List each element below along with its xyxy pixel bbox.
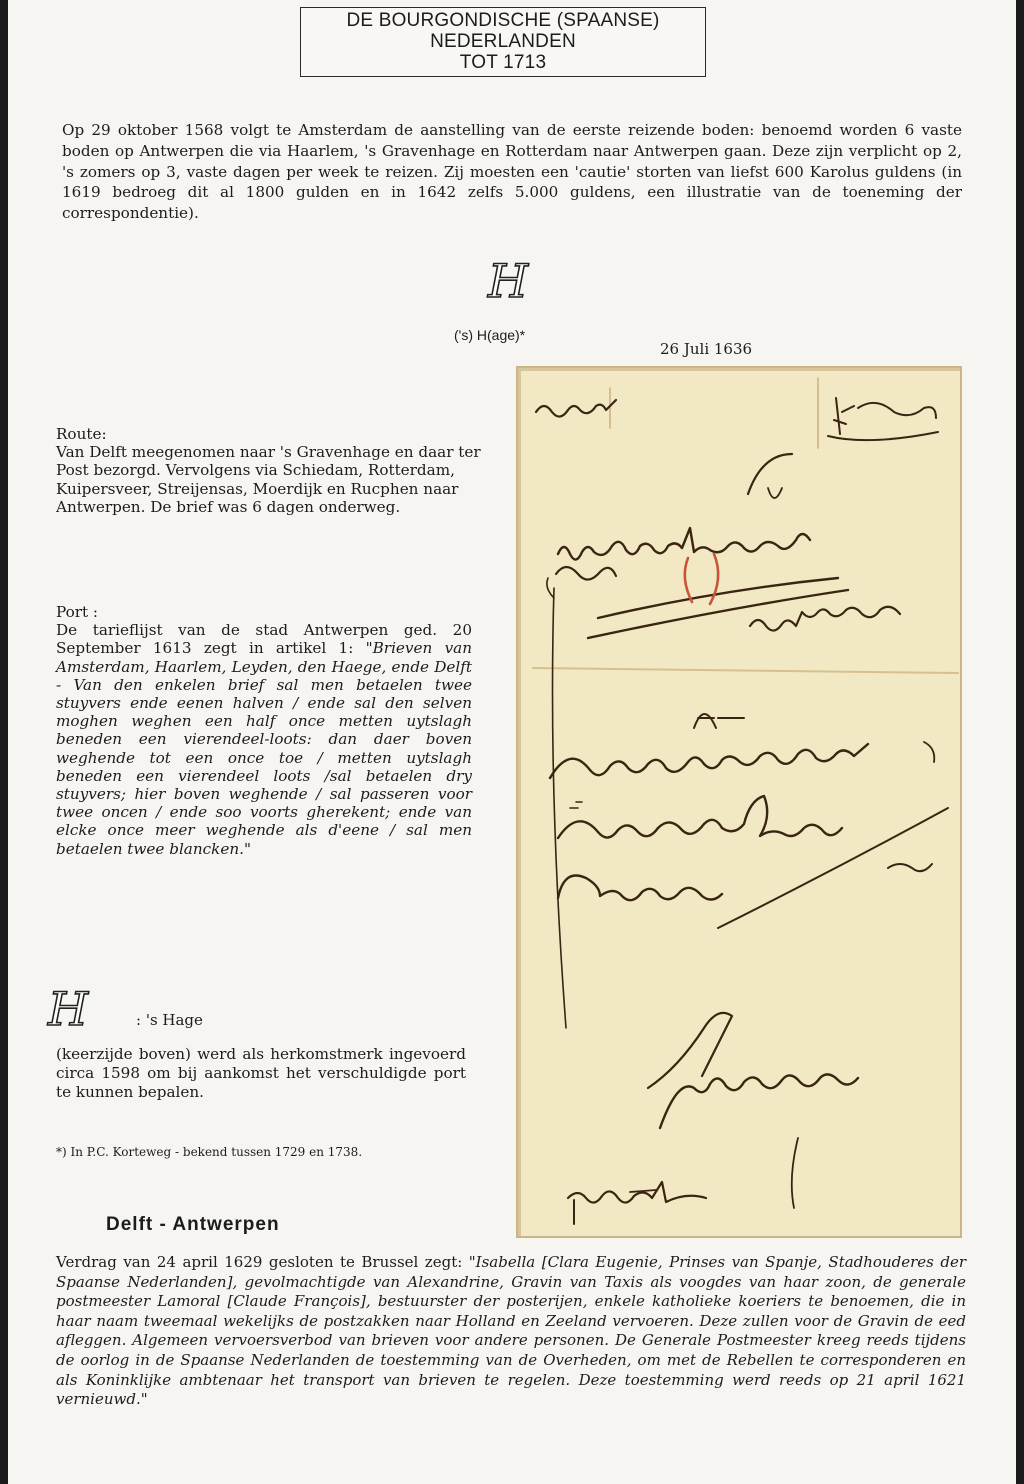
port-quote: "Brieven van Amsterdam, Haarlem, Leyden, den Haege, ende Delft - Van den enkelen brief sal men betaelen twee stuyvers ende eenen halven / ende sal den selven moghen weghen een half once metten uytslagh beneden een vierendeel-loots: dan daer boven weghende tot een once toe / metten uytslagh beneden een vierendeel loots /sal betaelen dry stuyvers; hier boven weghende / sal passeren voor twee oncen / ende soo voorts gherekent; ende van elcke once meer weghende als d'eene / sal men betaelen twee blancken."	[56, 639, 472, 858]
title-line-2: NEDERLANDEN	[430, 31, 576, 52]
footnote: *) In P.C. Korteweg - bekend tussen 1729 en 1738.	[56, 1145, 363, 1159]
letter-date: 26 Juli 1636	[660, 340, 753, 358]
hage-mark-glyph: H	[488, 254, 529, 308]
section-heading: Delft - Antwerpen	[106, 1214, 280, 1235]
letter-image	[516, 366, 962, 1238]
port-intro: De tarieflijst van de stad Antwerpen ged. 20 September 1613 zegt in artikel 1:	[56, 621, 472, 658]
route-section	[56, 425, 492, 516]
shage-mark-caption: : 's Hage	[136, 1011, 203, 1029]
port-section	[56, 603, 472, 858]
treaty-paragraph	[56, 1253, 966, 1410]
page-title-box	[300, 7, 706, 77]
intro-paragraph: Op 29 oktober 1568 volgt te Amsterdam de aanstelling van de eerste reizende boden: benoemd worden 6 vaste boden op Antwerpen die via Haarlem, 's Gravenhage en Rotterdam naar Antwerpen gaan. Deze zijn verplicht op 2, 's zomers op 3, vaste dagen per week te reizen. Zij moesten een 'cautie' storten van liefst 600 Karolus guldens (in 1619 bedroeg dit al 1800 gulden en in 1642 zelfs 5.000 guldens, een illustratie van de toeneming der correspondentie).	[62, 121, 962, 223]
route-text: Van Delft meegenomen naar 's Gravenhage en daar ter Post bezorgd. Vervolgens via Schiedam, Rotterdam, Kuipersveer, Streijensas, Moerdijk en Rucphen naar Antwerpen. De brief was 6 dagen onderweg.	[56, 443, 481, 516]
title-line-3: TOT 1713	[459, 52, 547, 73]
port-heading: Port :	[56, 603, 99, 621]
treaty-intro: Verdrag van 24 april 1629 gesloten te Brussel zegt:	[56, 1253, 469, 1271]
shage-mark-glyph: H	[48, 982, 89, 1036]
treaty-quote: "Isabella [Clara Eugenie, Prinses van Spanje, Stadhouderes der Spaanse Nederlanden], gevolmachtigde van Alexandrine, Gravin van Taxis als voogdes van haar zoon, de generale postmeester Lamoral [Claude François], bestuurster der posterijen, enkele katholieke koeriers te benoemen, die in haar naam tweemaal wekelijks de postzakken naar Holland en Zeeland vervoeren. Deze zullen voor de Gravin de eed afleggen. Algemeen vervoersverbod van brieven voor andere personen. De Generale Postmeester kreeg reeds tijdens de oorlog in de Spaanse Nederlanden de toestemming van de Overheden, om met de Rebellen te corresponderen en als Koninklijke ambtenaar het transport van brieven te regelen. Deze toestemming werd reeds op 21 april 1621 vernieuwd."	[56, 1253, 966, 1409]
title-line-1: DE BOURGONDISCHE (SPAANSE)	[346, 10, 660, 31]
hage-mark-caption: ('s) H(age)*	[454, 327, 526, 343]
herkomst-paragraph: (keerzijde boven) werd als herkomstmerk ingevoerd circa 1598 om bij aankomst het verschuldigde port te kunnen bepalen.	[56, 1045, 466, 1101]
album-page	[8, 0, 1016, 1484]
letter-handwriting-drawing	[518, 368, 962, 1238]
route-heading: Route:	[56, 425, 107, 443]
